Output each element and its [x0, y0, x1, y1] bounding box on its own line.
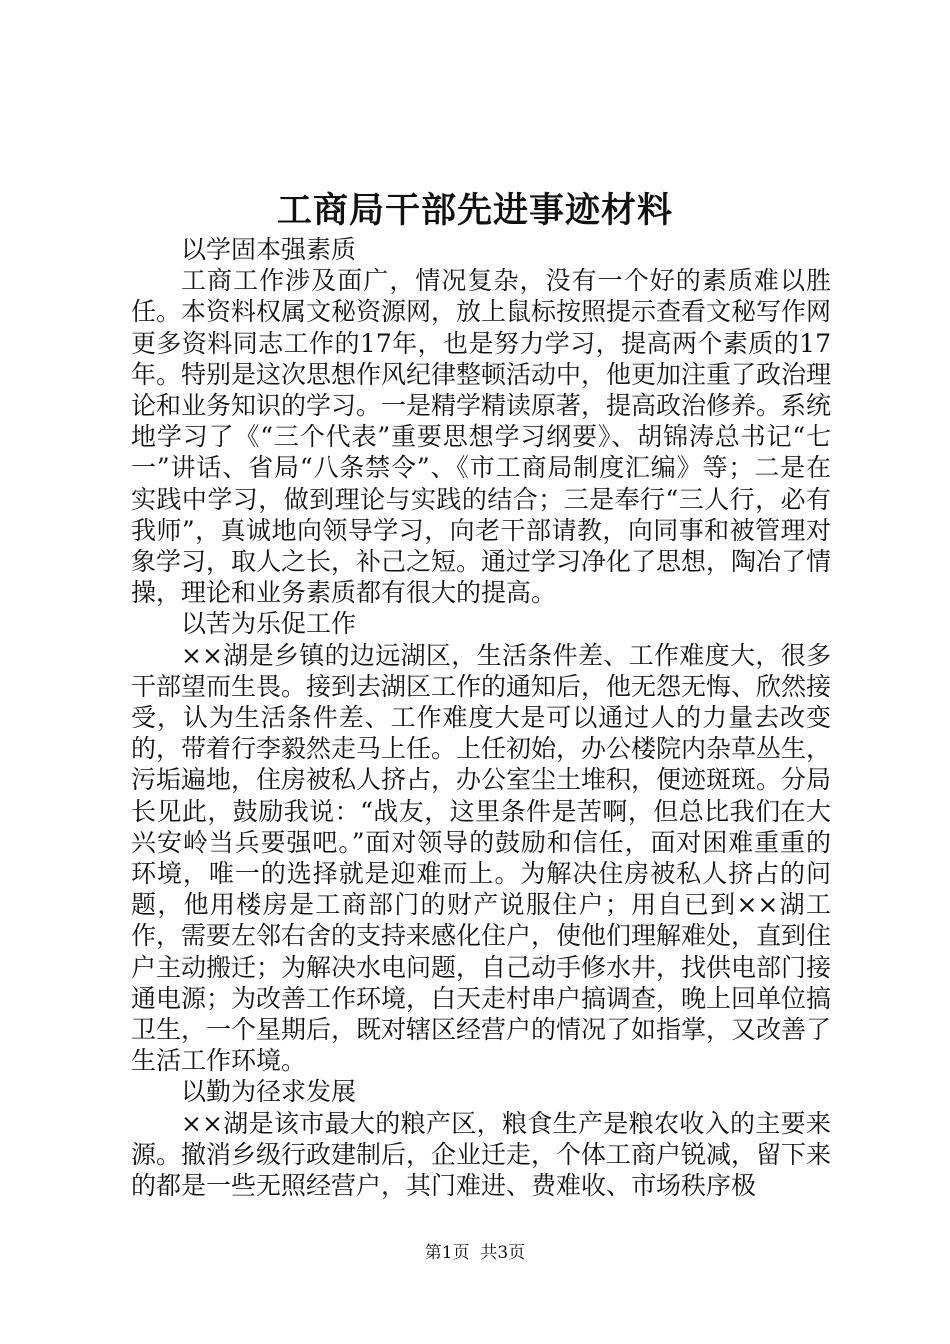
page-footer: [0, 1241, 950, 1265]
section-paragraph-study: 工商工作涉及面广，情况复杂，没有一个好的素质难以胜任。本资料权属文秘资源网，放上鼠标按照提示查看文秘写作网更多资料同志工作的17年，也是努力学习，提高两个素质的17年。特别是这次思想作风纪律整顿活动中，他更加注重了政治理论和业务知识的学习。一是精学精读原著，提高政治修养。系统地学习了《“三个代表”重要思想学习纲要》、胡锦涛总书记“七一”讲话、省局“八条禁令”、《市工商局制度汇编》等；二是在实践中学习，做到理论与实践的结合；三是奉行“三人行，必有我师”，真诚地向领导学习，向老干部请教，向同事和被管理对象学习，取人之长，补己之短。通过学习净化了思想，陶冶了情操，理论和业务素质都有很大的提高。: [131, 266, 832, 608]
section-paragraph-hardship: ××湖是乡镇的边远湖区，生活条件差、工作难度大，很多干部望而生畏。接到去湖区工作的通知后，他无怨无悔、欣然接受，认为生活条件差、工作难度大是可以通过人的力量去改变的，带着行李毅然走马上任。上任初始，办公楼院内杂草丛生，污垢遍地，住房被私人挤占，办公室尘土堆积，便迹斑斑。分局长见此，鼓励我说：“战友，这里条件是苦啊，但总比我们在大兴安岭当兵要强吧。”面对领导的鼓励和信任，面对困难重重的环境，唯一的选择就是迎难而上。为解决住房被私人挤占的问题，他用楼房是工商部门的财产说服住户；用自已到××湖工作，需要左邻右舍的支持来感化住户，使他们理解难处，直到住户主动搬迁；为解决水电问题，自己动手修水井，找供电部门接通电源；为改善工作环境，白天走村串户搞调查，晚上回单位搞卫生，一个星期后，既对辖区经营户的情况了如指掌，又改善了生活工作环境。: [131, 640, 832, 1076]
section-heading-hardship: 以苦为乐促工作: [181, 609, 357, 639]
document-body: [131, 234, 831, 1201]
section-heading-diligence: 以勤为径求发展: [181, 1077, 357, 1107]
section-paragraph-diligence: ××湖是该市最大的粮产区，粮食生产是粮农收入的主要来源。撤消乡级行政建制后，企业迁走，个体工商户锐减，留下来的都是一些无照经营户，其门难进、费难收、市场秩序极: [131, 1108, 832, 1201]
section-heading-study: 以学固本强素质: [181, 235, 357, 264]
document-title: 工商局干部先进事迹材料: [276, 190, 673, 231]
page-number-label: 第1页 共3页: [424, 1243, 526, 1263]
